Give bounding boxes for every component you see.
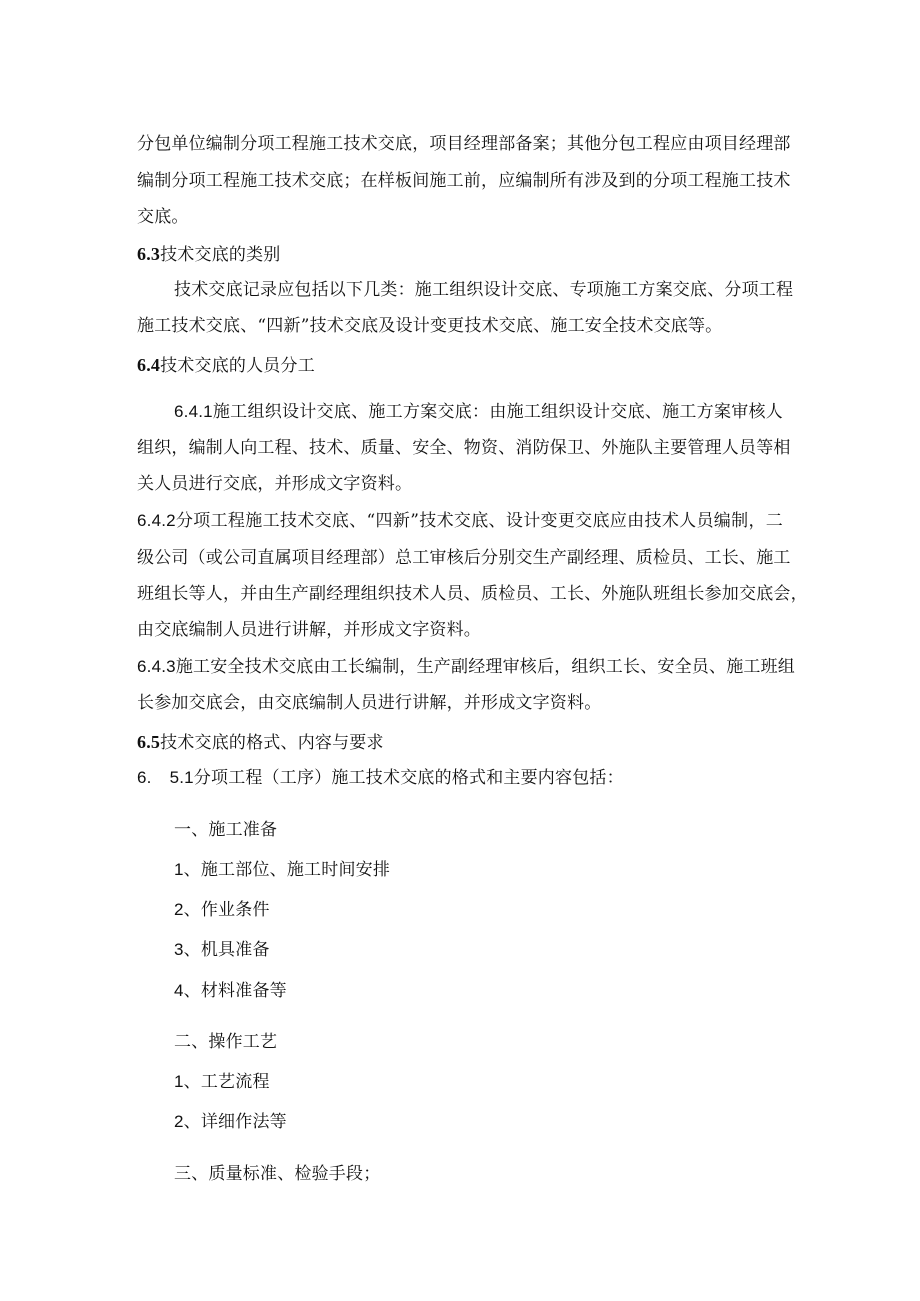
section-title: 技术交底的类别 <box>160 245 281 265</box>
outline-part-title: 二、操作工艺 <box>174 1032 278 1052</box>
clause-6-4-3 <box>137 657 796 677</box>
list-item: 1、施工部位、施工时间安排 <box>174 860 391 879</box>
clause-6-4-2 <box>137 511 783 531</box>
clause-text: 分项工程施工技术交底、“四新”技术交底、设计变更交底应由技术人员编制，二 <box>175 511 783 531</box>
clause-6-4-1 <box>174 402 783 422</box>
clause-number: 6.4.2 <box>137 511 176 530</box>
outline-part-title: 三、质量标准、检验手段； <box>174 1164 381 1184</box>
section-heading-6-4 <box>137 355 315 376</box>
paragraph-line: 由交底编制人员进行讲解，并形成文字资料。 <box>137 620 481 640</box>
section-title: 技术交底的人员分工 <box>160 356 315 376</box>
clause-number-prefix: 6. <box>137 768 152 787</box>
clause-number: 6.4.3 <box>137 657 176 676</box>
list-item: 2、详细作法等 <box>174 1112 287 1131</box>
outline-part-title: 一、施工准备 <box>174 820 278 840</box>
paragraph-line: 关人员进行交底，并形成文字资料。 <box>137 474 413 494</box>
paragraph-line: 组织，编制人向工程、技术、质量、安全、物资、消防保卫、外施队主要管理人员等相 <box>137 438 791 458</box>
section-number: 6.3 <box>137 244 161 264</box>
paragraph-line: 长参加交底会，由交底编制人员进行讲解，并形成文字资料。 <box>137 693 602 713</box>
section-number: 6.5 <box>137 732 161 752</box>
clause-text: 分项工程（工序）施工技术交底的格式和主要内容包括： <box>193 768 624 788</box>
section-heading-6-3 <box>137 244 281 265</box>
section-title: 技术交底的格式、内容与要求 <box>160 733 384 753</box>
clause-6-5-1 <box>137 768 624 788</box>
section-number: 6.4 <box>137 355 161 375</box>
section-heading-6-5 <box>137 732 384 753</box>
paragraph-line: 班组长等人，并由生产副经理组织技术人员、质检员、工长、外施队班组长参加交底会， <box>137 584 808 604</box>
list-item: 1、工艺流程 <box>174 1072 270 1091</box>
clause-text: 施工安全技术交底由工长编制，生产副经理审核后，组织工长、安全员、施工班组 <box>175 657 796 677</box>
list-item: 2、作业条件 <box>174 900 270 919</box>
paragraph-line: 级公司（或公司直属项目经理部）总工审核后分别交生产副经理、质检员、工长、施工 <box>137 548 791 568</box>
paragraph-line: 编制分项工程施工技术交底；在样板间施工前，应编制所有涉及到的分项工程施工技术 <box>137 171 791 191</box>
list-item: 3、机具准备 <box>174 940 270 959</box>
clause-number: 5.1 <box>169 768 194 787</box>
clause-text: 施工组织设计交底、施工方案交底：由施工组织设计交底、施工方案审核人 <box>212 402 783 422</box>
paragraph-line: 分包单位编制分项工程施工技术交底，项目经理部备案；其他分包工程应由项目经理部 <box>137 134 791 154</box>
paragraph-line: 交底。 <box>137 207 189 227</box>
list-item: 4、材料准备等 <box>174 981 287 1000</box>
paragraph-line: 技术交底记录应包括以下几类：施工组织设计交底、专项施工方案交底、分项工程 <box>174 280 794 300</box>
paragraph-line: 施工技术交底、“四新”技术交底及设计变更技术交底、施工安全技术交底等。 <box>137 316 723 336</box>
clause-number: 6.4.1 <box>174 402 213 421</box>
